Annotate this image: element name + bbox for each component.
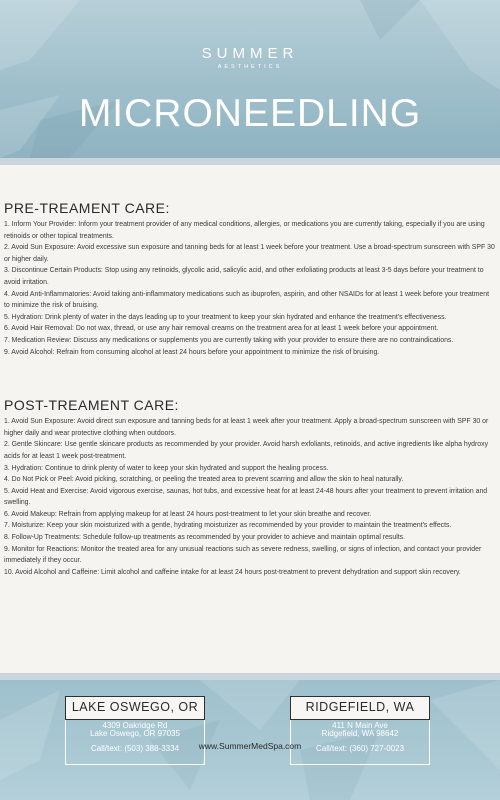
list-item: 9. Avoid Alcohol: Refrain from consuming alcohol at least 24 hours before your appointment to minimize the risk of bruising. — [4, 348, 380, 356]
list-item: 10. Avoid Alcohol and Caffeine: Limit alcohol and caffeine intake for at least 24 hours post-treatment to prevent dehydration and support skin recovery. — [4, 568, 461, 576]
brand-name: SUMMER — [201, 45, 299, 62]
bottom-divider — [0, 673, 500, 680]
list-item: 5. Hydration: Drink plenty of water in the days leading up to your treatment to keep your skin hydrated and enhance the treatment's effectiveness. — [4, 313, 447, 321]
list-item: 7. Moisturize: Keep your skin moisturized with a gentle, hydrating moisturizer as recommended by your provider to maintain the treatment's effects. — [4, 522, 452, 530]
pre-treatment-list — [4, 219, 496, 358]
header-banner — [0, 0, 500, 158]
list-item: 3. Hydration: Continue to drink plenty of water to keep your skin hydrated and support the healing process. — [4, 464, 329, 472]
list-item: 7. Medication Review: Discuss any medications or supplements you are currently taking with your provider to ensure there are no contraindications. — [4, 336, 454, 344]
top-divider — [0, 158, 500, 165]
pre-treatment-heading: PRE-TREAMENT CARE: — [4, 200, 170, 216]
list-item: 9. Monitor for Reactions: Monitor the treated area for any unusual reactions such as severe redness, swelling, or signs of infection, and contact your provider immediately if they occur. — [4, 545, 482, 565]
location-phone[interactable]: Call/text: (360) 727-0023 — [315, 744, 405, 753]
location-card-ridgefield — [290, 687, 430, 767]
list-item: 1. Inform Your Provider: Inform your treatment provider of any medical conditions, allergies, or medications you are currently taking, especially if you are using retinoids or other topical treatments. — [4, 221, 485, 240]
brand-logo — [0, 45, 500, 70]
address-line-1: 4309 Oakridge Rd — [102, 721, 168, 730]
list-item: 1. Avoid Sun Exposure: Avoid direct sun exposure and tanning beds for at least 1 week after your treatment. Apply a broad-spectrum sunscreen with SPF 30 or higher daily and wear protective clothing when outdoors. — [4, 418, 489, 437]
page-title: MICRONEEDLING — [78, 92, 422, 135]
location-name: RIDGEFIELD, WA — [290, 696, 430, 720]
pre-treatment-section — [4, 200, 496, 358]
list-item: 6. Avoid Hair Removal: Do not wax, thread, or use any hair removal creams on the treatment area for at least 1 week before your appointment. — [4, 325, 439, 333]
location-card-lake-oswego — [65, 687, 205, 767]
location-address — [290, 722, 430, 738]
brand-subtitle: AESTHETICS — [217, 64, 283, 70]
location-name: LAKE OSWEGO, OR — [65, 696, 205, 720]
address-line-2: Lake Oswego, OR 97035 — [90, 729, 180, 738]
care-instructions — [4, 200, 496, 578]
list-item: 6. Avoid Makeup: Refrain from applying makeup for at least 24 hours post-treatment to let your skin breathe and recover. — [4, 510, 372, 518]
list-item: 2. Gentle Skincare: Use gentle skincare products as recommended by your provider. Avoid harsh exfoliants, retinoids, and active ingredients like alpha hydroxy acids for at least 1 week post-treatment. — [4, 441, 489, 460]
post-treatment-list — [4, 416, 496, 578]
list-item: 4. Do Not Pick or Peel: Avoid picking, scratching, or peeling the treated area to prevent scarring and allow the skin to heal naturally. — [4, 476, 404, 484]
post-treatment-section — [4, 397, 496, 578]
list-item: 4. Avoid Anti-Inflammatories: Avoid taking anti-inflammatory medications such as ibuprofen, aspirin, and other NSAIDs for at least 1 week before your treatment to minimize the risk of bruising. — [4, 290, 490, 310]
address-line-2: Ridgefield, WA 98642 — [321, 729, 399, 738]
post-treatment-heading: POST-TREAMENT CARE: — [4, 397, 179, 414]
list-item: 8. Follow-Up Treatments: Schedule follow-up treatments as recommended by your provider to achieve and maintain optimal results. — [4, 534, 405, 542]
list-item: 3. Discontinue Certain Products: Stop using any retinoids, glycolic acid, salicylic acid, and other exfoliating products at least 3-5 days before your treatment to avoid irritation. — [4, 267, 484, 286]
list-item: 5. Avoid Heat and Exercise: Avoid vigorous exercise, saunas, hot tubs, and excessive heat for at least 24-48 hours after your treatment to prevent irritation and swelling. — [4, 487, 488, 507]
location-phone[interactable]: Call/text: (503) 388-3334 — [90, 744, 180, 753]
website-link[interactable]: www.SummerMedSpa.com — [198, 741, 302, 751]
list-item: 2. Avoid Sun Exposure: Avoid excessive sun exposure and tanning beds for at least 1 week before your treatment. Use a broad-spectrum sunscreen with SPF 30 or higher daily. — [4, 244, 495, 263]
footer — [0, 680, 500, 800]
address-line-1: 411 N Main Ave — [332, 721, 388, 730]
location-address — [65, 722, 205, 738]
